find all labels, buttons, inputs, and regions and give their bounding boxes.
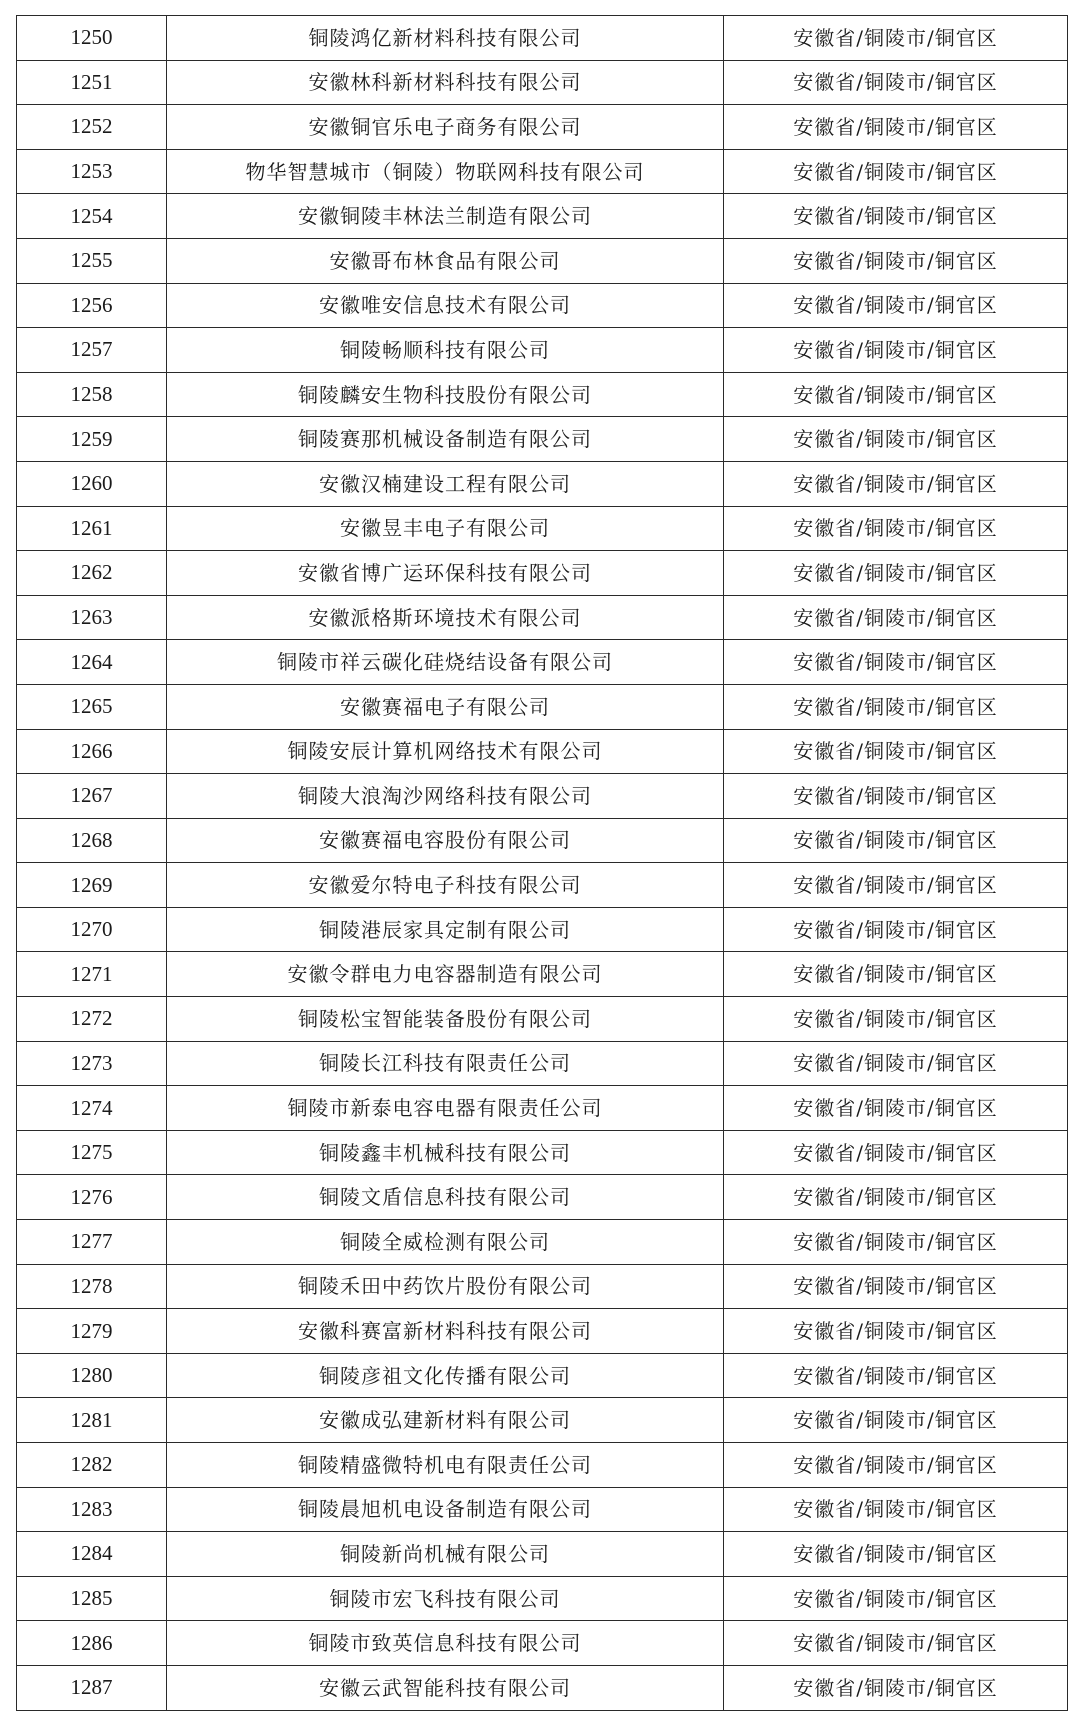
- company-name-cell: 铜陵晨旭机电设备制造有限公司: [167, 1487, 724, 1532]
- region-cell: 安徽省/铜陵市/铜官区: [724, 1665, 1068, 1710]
- region-cell: 安徽省/铜陵市/铜官区: [724, 149, 1068, 194]
- table-row: [17, 907, 1068, 952]
- region-cell: 安徽省/铜陵市/铜官区: [724, 461, 1068, 506]
- row-number-cell: 1251: [17, 60, 167, 105]
- table-row: [17, 774, 1068, 819]
- row-number-cell: 1277: [17, 1220, 167, 1265]
- table-row: [17, 1532, 1068, 1577]
- row-number-cell: 1280: [17, 1353, 167, 1398]
- table-row: [17, 105, 1068, 150]
- row-number-cell: 1271: [17, 952, 167, 997]
- region-cell: 安徽省/铜陵市/铜官区: [724, 1487, 1068, 1532]
- table-row: [17, 1665, 1068, 1710]
- row-number-cell: 1268: [17, 818, 167, 863]
- table-row: [17, 328, 1068, 373]
- company-name-cell: 铜陵麟安生物科技股份有限公司: [167, 372, 724, 417]
- row-number-cell: 1259: [17, 417, 167, 462]
- region-cell: 安徽省/铜陵市/铜官区: [724, 1175, 1068, 1220]
- row-number-cell: 1285: [17, 1576, 167, 1621]
- row-number-cell: 1270: [17, 907, 167, 952]
- region-cell: 安徽省/铜陵市/铜官区: [724, 952, 1068, 997]
- company-name-cell: 安徽赛福电子有限公司: [167, 684, 724, 729]
- row-number-cell: 1250: [17, 16, 167, 61]
- company-name-cell: 铜陵彦祖文化传播有限公司: [167, 1353, 724, 1398]
- company-table: [16, 15, 1068, 1711]
- table-row: [17, 149, 1068, 194]
- row-number-cell: 1275: [17, 1130, 167, 1175]
- table-row: [17, 1041, 1068, 1086]
- region-cell: 安徽省/铜陵市/铜官区: [724, 1041, 1068, 1086]
- table-row: [17, 551, 1068, 596]
- region-cell: 安徽省/铜陵市/铜官区: [724, 105, 1068, 150]
- region-cell: 安徽省/铜陵市/铜官区: [724, 997, 1068, 1042]
- row-number-cell: 1273: [17, 1041, 167, 1086]
- company-name-cell: 安徽赛福电容股份有限公司: [167, 818, 724, 863]
- table-row: [17, 1443, 1068, 1488]
- table-row: [17, 952, 1068, 997]
- region-cell: 安徽省/铜陵市/铜官区: [724, 1220, 1068, 1265]
- row-number-cell: 1252: [17, 105, 167, 150]
- region-cell: 安徽省/铜陵市/铜官区: [724, 283, 1068, 328]
- document-page: [16, 15, 1067, 1711]
- row-number-cell: 1276: [17, 1175, 167, 1220]
- table-row: [17, 60, 1068, 105]
- company-name-cell: 铜陵全威检测有限公司: [167, 1220, 724, 1265]
- region-cell: 安徽省/铜陵市/铜官区: [724, 16, 1068, 61]
- company-table-body: [17, 16, 1068, 1711]
- company-name-cell: 铜陵大浪淘沙网络科技有限公司: [167, 774, 724, 819]
- company-name-cell: 铜陵市祥云碳化硅烧结设备有限公司: [167, 640, 724, 685]
- row-number-cell: 1256: [17, 283, 167, 328]
- company-name-cell: 安徽云武智能科技有限公司: [167, 1665, 724, 1710]
- table-row: [17, 372, 1068, 417]
- region-cell: 安徽省/铜陵市/铜官区: [724, 774, 1068, 819]
- region-cell: 安徽省/铜陵市/铜官区: [724, 863, 1068, 908]
- company-name-cell: 安徽派格斯环境技术有限公司: [167, 595, 724, 640]
- region-cell: 安徽省/铜陵市/铜官区: [724, 1353, 1068, 1398]
- row-number-cell: 1274: [17, 1086, 167, 1131]
- company-name-cell: 铜陵鸿亿新材料科技有限公司: [167, 16, 724, 61]
- row-number-cell: 1265: [17, 684, 167, 729]
- region-cell: 安徽省/铜陵市/铜官区: [724, 684, 1068, 729]
- table-row: [17, 283, 1068, 328]
- company-name-cell: 安徽爱尔特电子科技有限公司: [167, 863, 724, 908]
- table-row: [17, 417, 1068, 462]
- region-cell: 安徽省/铜陵市/铜官区: [724, 551, 1068, 596]
- company-name-cell: 安徽林科新材料科技有限公司: [167, 60, 724, 105]
- company-name-cell: 铜陵松宝智能装备股份有限公司: [167, 997, 724, 1042]
- company-name-cell: 安徽科赛富新材料科技有限公司: [167, 1309, 724, 1354]
- table-row: [17, 461, 1068, 506]
- company-name-cell: 铜陵畅顺科技有限公司: [167, 328, 724, 373]
- table-row: [17, 595, 1068, 640]
- row-number-cell: 1262: [17, 551, 167, 596]
- row-number-cell: 1267: [17, 774, 167, 819]
- row-number-cell: 1263: [17, 595, 167, 640]
- company-name-cell: 铜陵鑫丰机械科技有限公司: [167, 1130, 724, 1175]
- table-row: [17, 1175, 1068, 1220]
- table-row: [17, 1309, 1068, 1354]
- table-row: [17, 1576, 1068, 1621]
- region-cell: 安徽省/铜陵市/铜官区: [724, 1621, 1068, 1666]
- company-name-cell: 安徽汉楠建设工程有限公司: [167, 461, 724, 506]
- table-row: [17, 863, 1068, 908]
- company-name-cell: 安徽哥布林食品有限公司: [167, 238, 724, 283]
- company-name-cell: 铜陵市宏飞科技有限公司: [167, 1576, 724, 1621]
- row-number-cell: 1260: [17, 461, 167, 506]
- company-name-cell: 铜陵安辰计算机网络技术有限公司: [167, 729, 724, 774]
- row-number-cell: 1272: [17, 997, 167, 1042]
- region-cell: 安徽省/铜陵市/铜官区: [724, 818, 1068, 863]
- table-row: [17, 1130, 1068, 1175]
- region-cell: 安徽省/铜陵市/铜官区: [724, 506, 1068, 551]
- region-cell: 安徽省/铜陵市/铜官区: [724, 595, 1068, 640]
- region-cell: 安徽省/铜陵市/铜官区: [724, 640, 1068, 685]
- company-name-cell: 铜陵新尚机械有限公司: [167, 1532, 724, 1577]
- table-row: [17, 1398, 1068, 1443]
- table-row: [17, 997, 1068, 1042]
- region-cell: 安徽省/铜陵市/铜官区: [724, 1264, 1068, 1309]
- row-number-cell: 1258: [17, 372, 167, 417]
- table-row: [17, 238, 1068, 283]
- company-name-cell: 铜陵市新泰电容电器有限责任公司: [167, 1086, 724, 1131]
- row-number-cell: 1266: [17, 729, 167, 774]
- table-row: [17, 1621, 1068, 1666]
- region-cell: 安徽省/铜陵市/铜官区: [724, 1576, 1068, 1621]
- company-name-cell: 安徽令群电力电容器制造有限公司: [167, 952, 724, 997]
- row-number-cell: 1253: [17, 149, 167, 194]
- region-cell: 安徽省/铜陵市/铜官区: [724, 60, 1068, 105]
- region-cell: 安徽省/铜陵市/铜官区: [724, 194, 1068, 239]
- region-cell: 安徽省/铜陵市/铜官区: [724, 1309, 1068, 1354]
- row-number-cell: 1281: [17, 1398, 167, 1443]
- table-row: [17, 729, 1068, 774]
- region-cell: 安徽省/铜陵市/铜官区: [724, 328, 1068, 373]
- company-name-cell: 铜陵精盛微特机电有限责任公司: [167, 1443, 724, 1488]
- row-number-cell: 1254: [17, 194, 167, 239]
- company-name-cell: 铜陵禾田中药饮片股份有限公司: [167, 1264, 724, 1309]
- row-number-cell: 1282: [17, 1443, 167, 1488]
- company-name-cell: 安徽铜陵丰林法兰制造有限公司: [167, 194, 724, 239]
- row-number-cell: 1283: [17, 1487, 167, 1532]
- row-number-cell: 1264: [17, 640, 167, 685]
- company-name-cell: 安徽昱丰电子有限公司: [167, 506, 724, 551]
- table-row: [17, 818, 1068, 863]
- company-name-cell: 铜陵长江科技有限责任公司: [167, 1041, 724, 1086]
- row-number-cell: 1287: [17, 1665, 167, 1710]
- company-name-cell: 铜陵文盾信息科技有限公司: [167, 1175, 724, 1220]
- region-cell: 安徽省/铜陵市/铜官区: [724, 1130, 1068, 1175]
- region-cell: 安徽省/铜陵市/铜官区: [724, 238, 1068, 283]
- row-number-cell: 1284: [17, 1532, 167, 1577]
- table-row: [17, 1086, 1068, 1131]
- company-name-cell: 物华智慧城市（铜陵）物联网科技有限公司: [167, 149, 724, 194]
- company-name-cell: 铜陵市致英信息科技有限公司: [167, 1621, 724, 1666]
- row-number-cell: 1269: [17, 863, 167, 908]
- table-row: [17, 506, 1068, 551]
- row-number-cell: 1255: [17, 238, 167, 283]
- company-name-cell: 安徽成弘建新材料有限公司: [167, 1398, 724, 1443]
- row-number-cell: 1257: [17, 328, 167, 373]
- company-name-cell: 铜陵港辰家具定制有限公司: [167, 907, 724, 952]
- row-number-cell: 1261: [17, 506, 167, 551]
- row-number-cell: 1278: [17, 1264, 167, 1309]
- region-cell: 安徽省/铜陵市/铜官区: [724, 729, 1068, 774]
- company-name-cell: 安徽铜官乐电子商务有限公司: [167, 105, 724, 150]
- company-name-cell: 安徽唯安信息技术有限公司: [167, 283, 724, 328]
- region-cell: 安徽省/铜陵市/铜官区: [724, 1398, 1068, 1443]
- row-number-cell: 1279: [17, 1309, 167, 1354]
- table-row: [17, 640, 1068, 685]
- region-cell: 安徽省/铜陵市/铜官区: [724, 1086, 1068, 1131]
- company-name-cell: 铜陵赛那机械设备制造有限公司: [167, 417, 724, 462]
- region-cell: 安徽省/铜陵市/铜官区: [724, 372, 1068, 417]
- region-cell: 安徽省/铜陵市/铜官区: [724, 1443, 1068, 1488]
- region-cell: 安徽省/铜陵市/铜官区: [724, 417, 1068, 462]
- table-row: [17, 1220, 1068, 1265]
- table-row: [17, 194, 1068, 239]
- table-row: [17, 1264, 1068, 1309]
- table-row: [17, 1487, 1068, 1532]
- table-row: [17, 684, 1068, 729]
- table-row: [17, 16, 1068, 61]
- company-name-cell: 安徽省博广运环保科技有限公司: [167, 551, 724, 596]
- region-cell: 安徽省/铜陵市/铜官区: [724, 907, 1068, 952]
- region-cell: 安徽省/铜陵市/铜官区: [724, 1532, 1068, 1577]
- table-row: [17, 1353, 1068, 1398]
- row-number-cell: 1286: [17, 1621, 167, 1666]
